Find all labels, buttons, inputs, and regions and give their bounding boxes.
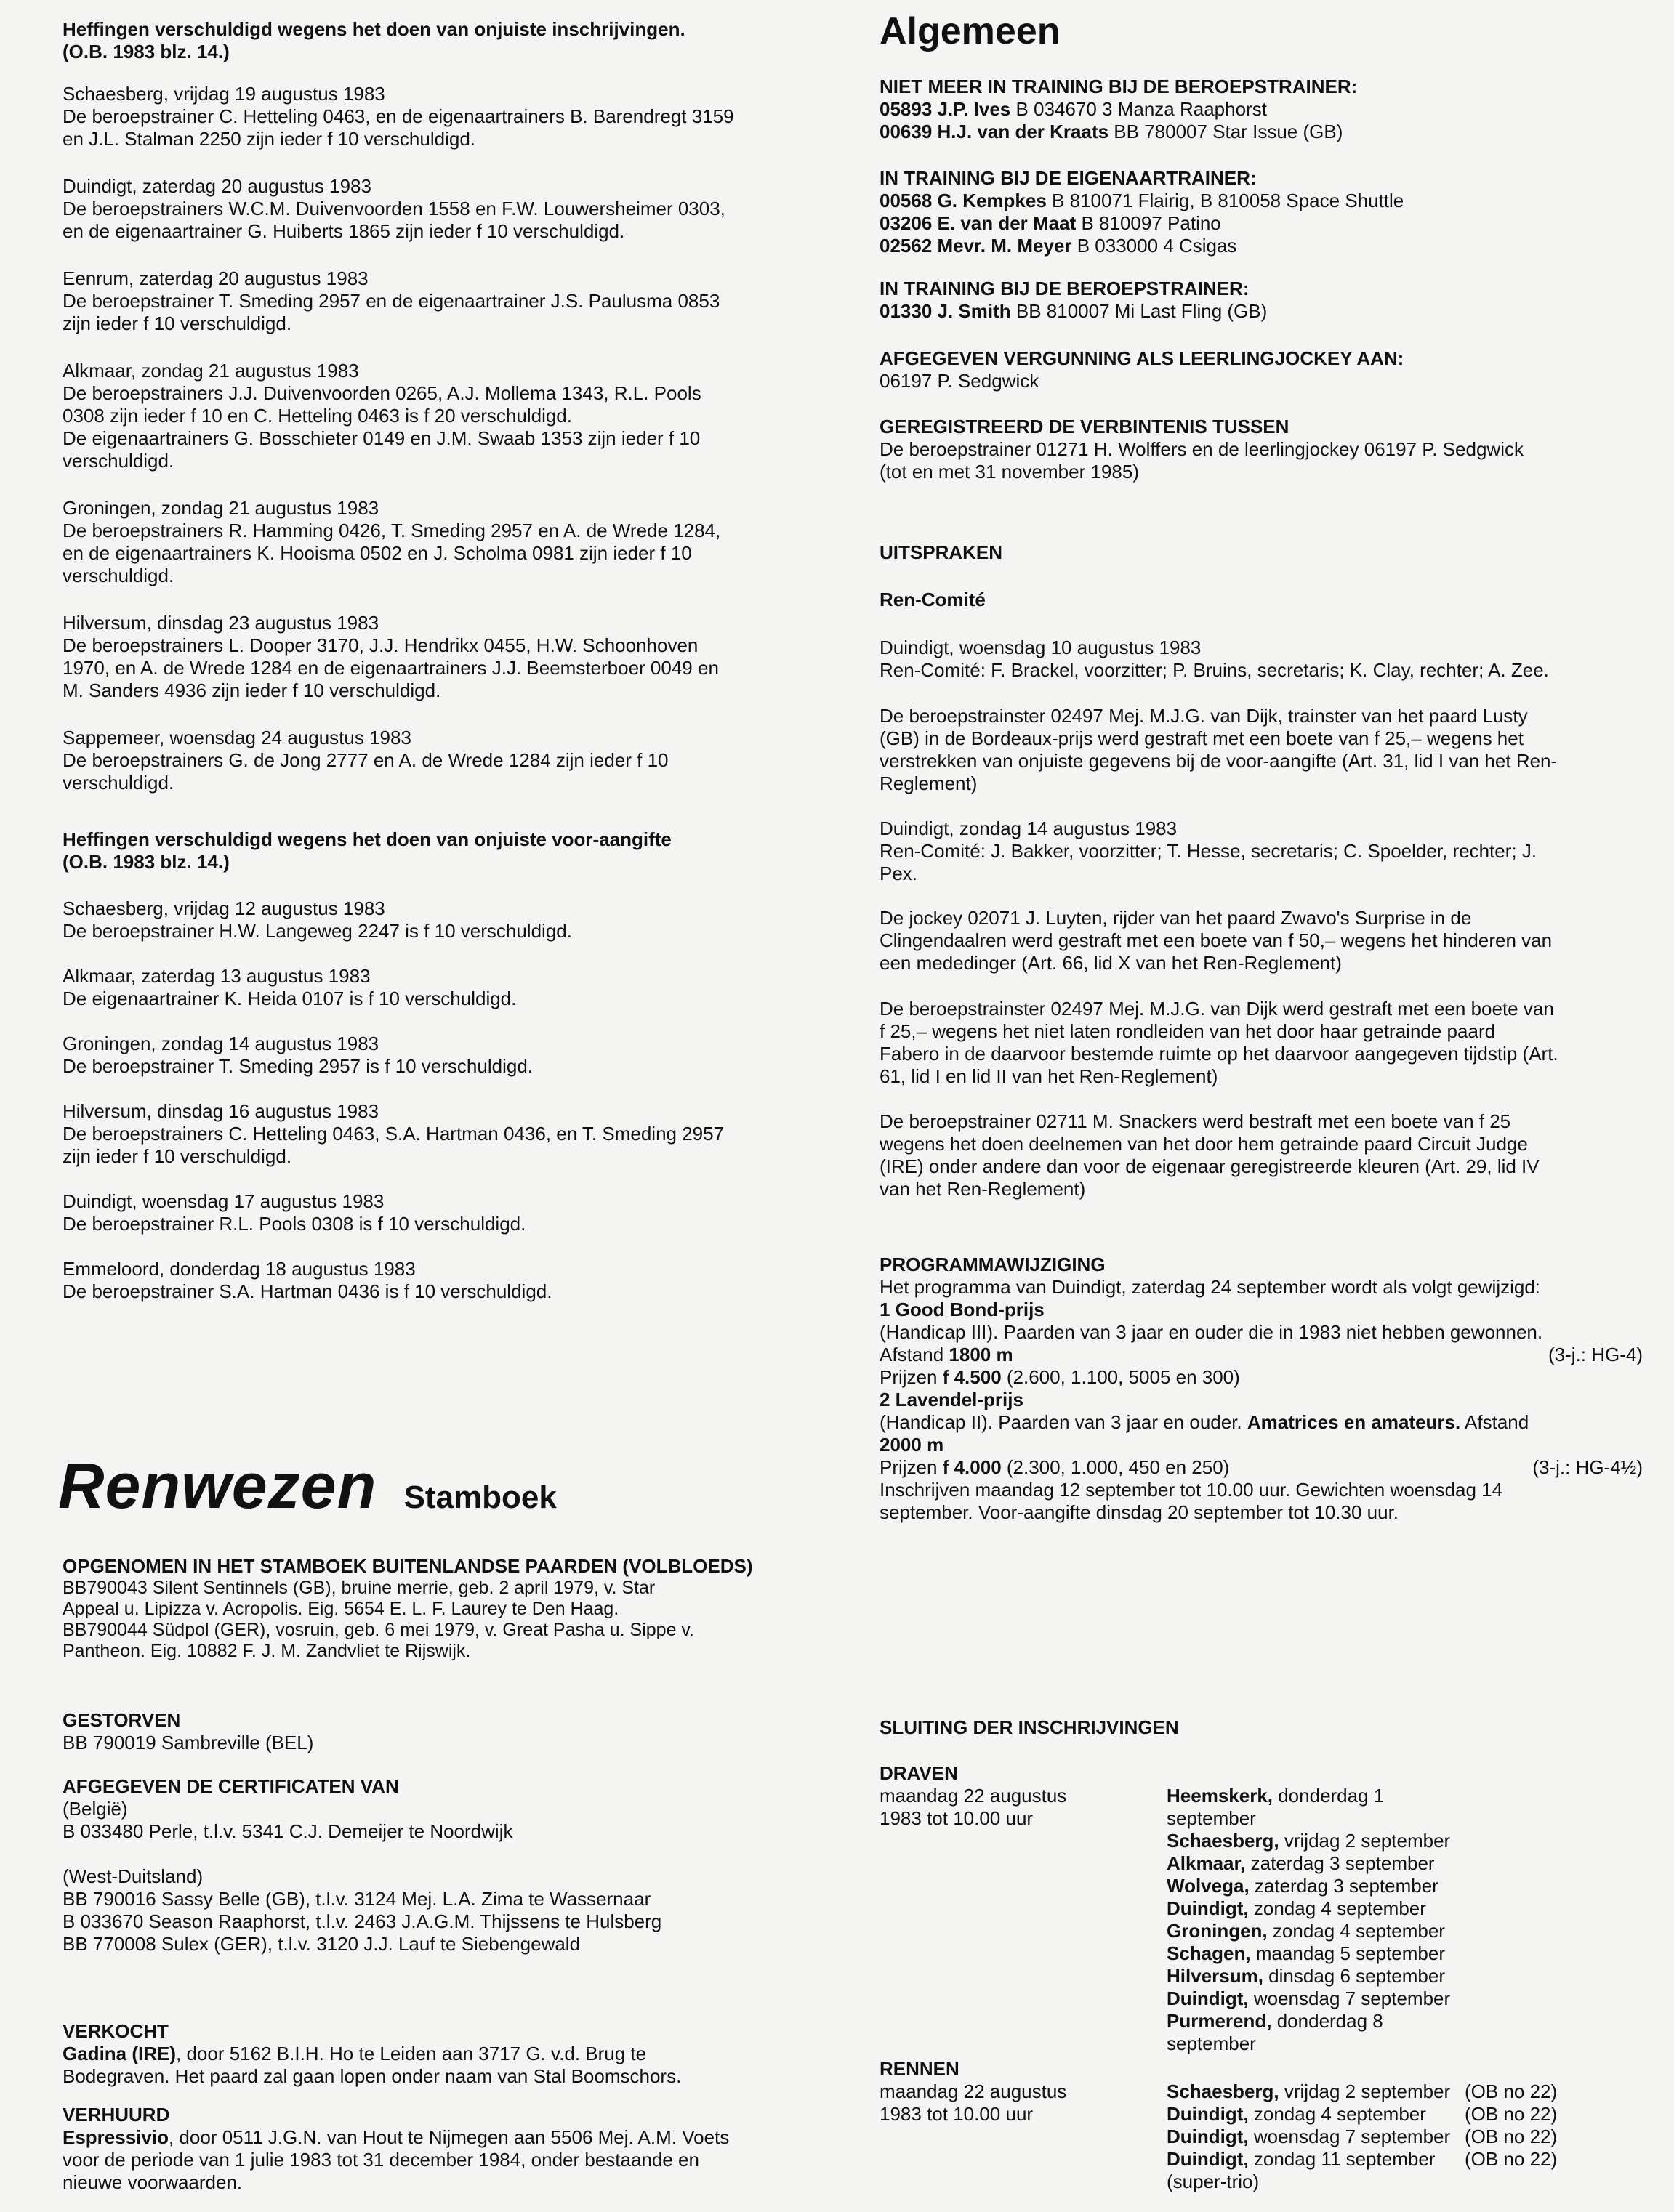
meeting-place: Duindigt, [1167,1897,1249,1919]
meeting-entry [1167,2103,1643,2126]
meeting-date [1167,2080,1465,2103]
programmawijziging-section: PROGRAMMAWIJZIGING Het programma van Duindigt, zaterdag 24 september wordt als volgt gewijzigd: 1 Good Bond-prijs (Handicap III). Paarden van 3 jaar en ouder die in 1983 niet hebben gewonnen. Afstand 1800 m (3-j.: HG-4) Prijzen f 4.500 (2.600, 1.100, 5005 en 300) 2 Lavendel-prijs (Handicap II). Paarden van 3 jaar en ouder. Amatrices en amateurs. Afstand 2000 m Prijzen f 4.000 (2.300, 1.000, 450 en 250) (3-j.: HG-4½) Inschrijven maandag 12 september tot 10.00 uur. Gewichten woensdag 14 september. Voor-aangifte dinsdag 20 september tot 10.30 uur. [880,1254,1643,1523]
verbintenis-heading: GEREGISTREERD DE VERBINTENIS TUSSEN [880,416,1289,437]
list-item [63,897,833,942]
trainer-id: 01330 J. Smith [880,300,1011,322]
trainer-horse: BB 810007 Mi Last Fling (GB) [1010,300,1268,322]
trainer-row [880,235,1643,257]
uitspraak-line: Fabero in de daarvoor bestemde ruimte op het daarvoor aangegeven tijdstip (Art. [880,1043,1558,1065]
leerling-heading: AFGEGEVEN VERGUNNING ALS LEERLINGJOCKEY AAN: [880,347,1404,369]
ob-ref: (OB no 22) [1465,2080,1558,2102]
uitspraak-line: Clingendaalren werd gestraft met een boete van f 50,– wegens het hinderen van [880,929,1553,951]
meeting-entry [1167,1852,1643,1875]
ob-ref: (OB no 22) [1465,2103,1558,2125]
entry-date: Duindigt, zaterdag 20 augustus 1983 [63,175,371,197]
trainer-id: 05893 J.P. Ives [880,98,1011,120]
entry-line: De beroepstrainer T. Smeding 2957 en de eigenaartrainer J.S. Paulusma 0853 [63,290,720,312]
list-item [63,83,833,150]
uitspraak-line: Duindigt, woensdag 10 augustus 1983 [880,637,1202,658]
entry-line: De beroepstrainers R. Hamming 0426, T. Smeding 2957 en A. de Wrede 1284, [63,520,721,541]
uitspraak-line: Reglement) [880,772,978,794]
beroeps-heading: IN TRAINING BIJ DE BEROEPSTRAINER: [880,278,1250,299]
entry-line: 1970, en A. de Wrede 1284 en de eigenaartrainers J.J. Beemsterboer 0049 en [63,657,719,679]
sluiting-heading: SLUITING DER INSCHRIJVINGEN [880,1716,1179,1738]
entry-line: De beroepstrainer S.A. Hartman 0436 is f 10 verschuldigd. [63,1280,552,1302]
niet-meer-section [880,76,1643,143]
uitspraak-line: 61, lid I en lid II van het Ren-Reglement) [880,1065,1218,1087]
trainer-id: 02562 Mevr. M. Meyer [880,235,1072,257]
meeting-day: zondag 4 september [1267,1920,1445,1942]
entry-line: en J.L. Stalman 2250 zijn ieder f 10 verschuldigd. [63,128,476,150]
list-item [63,727,833,794]
draven-section: DRAVEN maandag 22 augustus 1983 tot 10.00 uur Heemskerk, donderdag 1 september Schaesberg, vrijdag 2 september Alkmaar, zaterdag 3 september Wolvega, zaterdag 3 september Duindigt, zondag 4 september Groningen, zondag 4 september Schagen, maandag 5 september Hilversum, dinsdag 6 september Duindigt, woensdag 7 september Purmerend, donderdag 8 september [880,1762,1643,2055]
entry-line: verschuldigd. [63,772,174,794]
meeting-day: zondag 4 september [1248,1897,1426,1919]
certificaten-heading: AFGEGEVEN DE CERTIFICATEN VAN [63,1775,399,1797]
uitspraak-line: Pex. [880,863,918,884]
entry-line: 0308 zijn ieder f 10 en C. Hetteling 0463 is f 20 verschuldigd. [63,405,572,427]
entry-line: zijn ieder f 10 verschuldigd. [63,1145,292,1167]
entry-line: De beroepstrainers L. Dooper 3170, J.J. Hendrikx 0455, H.W. Schoonhoven [63,634,699,656]
meeting-entry [1167,2126,1643,2148]
uitspraak-line: De beroepstrainster 02497 Mej. M.J.G. van Dijk werd gestraft met een boete van [880,998,1554,1020]
trainer-id: 00568 G. Kempkes [880,190,1047,211]
entry-date: Hilversum, dinsdag 23 augustus 1983 [63,612,379,634]
meeting-entry [1167,1897,1643,1920]
trainer-horse: B 034670 3 Manza Raaphorst [1010,98,1267,120]
meeting-entry [1167,1987,1643,2010]
uitspraak-3 [880,818,1643,885]
meeting-date [1167,2010,1465,2055]
meeting-entry [1167,1942,1643,1965]
opgenomen-section [63,1555,833,1662]
opgenomen-heading: OPGENOMEN IN HET STAMBOEK BUITENLANDSE PAARDEN (VOLBLOEDS) [63,1555,753,1577]
heffingen-voor-aangifte-heading: Heffingen verschuldigd wegens het doen van onjuiste voor-aangifte (O.B. 1983 blz. 14.) [63,828,672,873]
entry-line: De beroepstrainer H.W. Langeweg 2247 is f 10 verschuldigd. [63,920,572,942]
uitspraak-line: Duindigt, zondag 14 augustus 1983 [880,818,1178,839]
list-item [63,267,833,335]
meeting-place: Alkmaar, [1167,1852,1246,1874]
uitspraak-line: De beroepstrainer 02711 M. Snackers werd bestraft met een boete van f 25 [880,1110,1511,1132]
race-2-title: 2 Lavendel-prijs [880,1389,1023,1410]
verkocht-section: VERKOCHT Gadina (IRE), door 5162 B.I.H. Ho te Leiden aan 3717 G. v.d. Brug te Bodegraven. Het paard zal gaan lopen onder naam van Stal Boomschors. [63,2020,833,2088]
meeting-entry [1167,2010,1643,2055]
uitspraak-line: De beroepstrainster 02497 Mej. M.J.G. van Dijk, trainster van het paard Lusty [880,705,1528,727]
entry-line: De eigenaartrainers G. Bosschieter 0149 en J.M. Swaab 1353 zijn ieder f 10 [63,427,701,449]
gestorven-heading: GESTORVEN [63,1709,181,1731]
opgenomen-line: BB790044 Südpol (GER), vosruin, geb. 6 mei 1979, v. Great Pasha u. Sippe v. [63,1620,695,1640]
verkocht-heading: VERKOCHT [63,2020,169,2042]
entry-line: verschuldigd. [63,450,174,472]
meeting-date [1167,1830,1465,1852]
ob-ref: (OB no 22) [1465,2126,1558,2147]
list-item [63,497,833,587]
uitspraak-line: f 25,– wegens het niet laten rondleiden van het door haar getrainde paard [880,1020,1496,1042]
entry-date: Duindigt, woensdag 17 augustus 1983 [63,1190,385,1212]
meeting-date [1167,1875,1465,1897]
meeting-day: donderdag 8 september [1167,2010,1383,2054]
meeting-entry [1167,1785,1643,1830]
meeting-place: Schaesberg, [1167,2080,1279,2102]
entry-line: De beroepstrainers G. de Jong 2777 en A. de Wrede 1284 zijn ieder f 10 [63,749,669,771]
list-item [63,1258,833,1303]
verhuurd-heading: VERHUURD [63,2104,170,2126]
uitspraak-6 [880,1110,1643,1200]
meeting-place: Groningen, [1167,1920,1268,1942]
meeting-date [1167,1852,1465,1875]
entry-date: Hilversum, dinsdag 16 augustus 1983 [63,1100,379,1122]
verhuurd-horse: Espressivio [63,2126,169,2148]
entry-line: en de eigenaartrainer G. Huiberts 1865 zijn ieder f 10 verschuldigd. [63,220,625,242]
list-item [63,1033,833,1078]
verbintenis-section: GEREGISTREERD DE VERBINTENIS TUSSEN De beroepstrainer 01271 H. Wolffers en de leerlingjockey 06197 P. Sedgwick (tot en met 31 november 1985) [880,416,1643,483]
meeting-place: Duindigt, [1167,2126,1249,2147]
trainer-row [880,98,1643,121]
niet-meer-heading: NIET MEER IN TRAINING BIJ DE BEROEPSTRAINER: [880,76,1358,97]
meeting-entry [1167,2080,1643,2103]
trainer-horse: B 033000 4 Csigas [1071,235,1237,257]
gestorven-section: GESTORVEN BB 790019 Sambreville (BEL) [63,1709,833,1754]
meeting-date [1167,2126,1465,2148]
trainer-row [880,212,1643,235]
uitspraak-line: verstrekken van onjuiste gegevens bij de voor-aangifte (Art. 31, lid I van het Ren- [880,750,1558,772]
meeting-entry [1167,1965,1643,1987]
meeting-date [1167,2148,1465,2171]
trainer-id: 03206 E. van der Maat [880,212,1077,234]
meeting-place: Schagen, [1167,1942,1251,1964]
meeting-entry [1167,1830,1643,1852]
meeting-place: Purmerend, [1167,2010,1272,2032]
entry-date: Groningen, zondag 14 augustus 1983 [63,1033,379,1054]
entry-line: M. Sanders 4936 zijn ieder f 10 verschuldigd. [63,679,441,701]
meeting-day: maandag 5 september [1250,1942,1445,1964]
meeting-date [1167,1920,1465,1942]
meeting-place: Duindigt, [1167,2103,1249,2125]
entry-date: Groningen, zondag 21 augustus 1983 [63,497,379,519]
trainer-row [880,300,1643,323]
entry-line: De beroepstrainer C. Hetteling 0463, en de eigenaartrainers B. Barendregt 3159 [63,105,734,127]
inschrijvingen-list [63,83,833,819]
eigenaar-heading: IN TRAINING BIJ DE EIGENAARTRAINER: [880,167,1257,189]
uitspraak-line: een mededinger (Art. 66, lid X van het Ren-Reglement) [880,952,1342,974]
meeting-entry [1167,2148,1643,2171]
meeting-place: Duindigt, [1167,2148,1249,2170]
uitspraak-line: wegens het doen deelnemen van het door hem getrainde paard Circuit Judge [880,1133,1528,1155]
opgenomen-line: BB790043 Silent Sentinnels (GB), bruine merrie, geb. 2 april 1979, v. Star [63,1578,656,1598]
rennen-heading: RENNEN [880,2058,959,2080]
uitspraak-4 [880,907,1643,974]
meeting-date [1167,1987,1465,2010]
meeting-day: woensdag 7 september [1248,1987,1451,2009]
trainer-id: 00639 H.J. van der Kraats [880,121,1109,142]
entry-line: De beroepstrainer T. Smeding 2957 is f 10 verschuldigd. [63,1055,534,1077]
heffingen-inschrijvingen-heading: Heffingen verschuldigd wegens het doen van onjuiste inschrijvingen. (O.B. 1983 blz. 14.) [63,18,685,62]
meeting-date [1167,1897,1465,1920]
uitspraak-2 [880,705,1643,795]
rennen-section: RENNEN maandag 22 augustus 1983 tot 10.00 uur Schaesberg, vrijdag 2 september (OB no 22) Duindigt, zondag 4 september (OB no 22) Duindigt, woensdag 7 september (OB no 22) Duindigt, zondag 11 september (OB no 22) (super-trio) [880,2058,1643,2193]
trainer-horse: B 810071 Flairig, B 810058 Space Shuttle [1046,190,1404,211]
opgenomen-line: Pantheon. Eig. 10882 F. J. M. Zandvliet te Rijswijk. [63,1641,471,1661]
list-item [63,175,833,243]
entry-line: De beroepstrainer R.L. Pools 0308 is f 10 verschuldigd. [63,1213,526,1235]
uitspraak-line: Ren-Comité: F. Brackel, voorzitter; P. Bruins, secretaris; K. Clay, rechter; A. Zee. [880,659,1549,681]
entry-date: Schaesberg, vrijdag 12 augustus 1983 [63,897,385,919]
meeting-day: dinsdag 6 september [1263,1965,1445,1987]
uitspraken-heading: UITSPRAKEN [880,541,1003,563]
supertrio-note: (super-trio) [1167,2171,1260,2192]
renwezen-masthead [58,1450,829,1522]
list-item [63,965,833,1010]
meeting-place: Schaesberg, [1167,1830,1279,1852]
meeting-date [1167,1965,1465,1987]
algemeen-title: Algemeen [880,10,1061,52]
list-item [63,360,833,472]
leerling-section: AFGEGEVEN VERGUNNING ALS LEERLINGJOCKEY AAN: 06197 P. Sedgwick [880,347,1643,392]
meeting-entry [1167,1920,1643,1942]
entry-date: Schaesberg, vrijdag 19 augustus 1983 [63,83,385,105]
uitspraak-5 [880,998,1643,1088]
meeting-place: Duindigt, [1167,1987,1249,2009]
entry-date: Eenrum, zaterdag 20 augustus 1983 [63,267,369,289]
entry-line: De beroepstrainers C. Hetteling 0463, S.A. Hartman 0436, en T. Smeding 2957 [63,1123,725,1145]
trainer-horse: B 810097 Patino [1076,212,1221,234]
entry-date: Sappemeer, woensdag 24 augustus 1983 [63,727,411,748]
uitspraak-line: van het Ren-Reglement) [880,1178,1086,1200]
entry-date: Alkmaar, zondag 21 augustus 1983 [63,360,359,382]
meeting-day: vrijdag 2 september [1279,2080,1451,2102]
uitspraak-line: Ren-Comité: J. Bakker, voorzitter; T. Hesse, secretaris; C. Spoelder, rechter; J. [880,840,1537,862]
draven-heading: DRAVEN [880,1762,958,1784]
entry-line: De eigenaartrainer K. Heida 0107 is f 10 verschuldigd. [63,988,517,1009]
list-item [63,1100,833,1168]
rencomite-heading: Ren-Comité [880,589,986,610]
meeting-day: vrijdag 2 september [1279,1830,1451,1852]
trainer-horse: BB 780007 Star Issue (GB) [1108,121,1343,142]
meeting-day: zaterdag 3 september [1245,1852,1435,1874]
beroeps-section [880,278,1643,323]
trainer-row [880,190,1643,212]
verkocht-horse: Gadina (IRE) [63,2043,177,2064]
meeting-place: Heemskerk, [1167,1785,1273,1807]
stamboek-title: Stamboek [403,1480,557,1515]
certificaten-section: AFGEGEVEN DE CERTIFICATEN VAN (België) B 033480 Perle, t.l.v. 5341 C.J. Demeijer te Noordwijk (West-Duitsland) BB 790016 Sassy Belle (GB), t.l.v. 3124 Mej. L.A. Zima te Wassernaar B 033670 Season Raaphorst, t.l.v. 2463 J.A.G.M. Thijssens te Hulsberg BB 770008 Sulex (GER), t.l.v. 3120 J.J. Lauf te Siebengewald [63,1775,833,1955]
entry-line: De beroepstrainers W.C.M. Duivenvoorden 1558 en F.W. Louwersheimer 0303, [63,198,725,219]
uitspraak-line: (IRE) onder andere dan voor de eigenaar geregistreerde kleuren (Art. 29, lid IV [880,1155,1540,1177]
meeting-day: zaterdag 3 september [1249,1875,1438,1897]
meeting-day: woensdag 7 september [1248,2126,1451,2147]
ob-ref: (OB no 22) [1465,2148,1558,2170]
entry-line: zijn ieder f 10 verschuldigd. [63,312,292,334]
uitspraak-line: De jockey 02071 J. Luyten, rijder van het paard Zwavo's Surprise in de [880,907,1472,929]
list-item [63,612,833,702]
entry-line: De beroepstrainers J.J. Duivenvoorden 0265, A.J. Mollema 1343, R.L. Pools [63,382,701,404]
entry-date: Emmeloord, donderdag 18 augustus 1983 [63,1258,416,1280]
uitspraak-line: (GB) in de Bordeaux-prijs werd gestraft met een boete van f 25,– wegens het [880,727,1524,749]
meeting-place: Wolvega, [1167,1875,1250,1897]
entry-line: en de eigenaartrainers K. Hooisma 0502 en J. Scholma 0981 zijn ieder f 10 [63,542,692,564]
meeting-date [1167,2103,1465,2126]
voor-aangifte-list [63,897,833,1325]
meeting-date [1167,1785,1465,1830]
entry-date: Alkmaar, zaterdag 13 augustus 1983 [63,965,371,987]
meeting-day: zondag 4 september [1248,2103,1426,2125]
meeting-date [1167,1942,1465,1965]
meeting-day: zondag 11 september [1248,2148,1436,2170]
programmawijziging-heading: PROGRAMMAWIJZIGING [880,1254,1106,1275]
renwezen-title: Renwezen [58,1450,377,1522]
opgenomen-line: Appeal u. Lipizza v. Acropolis. Eig. 5654 E. L. F. Laurey te Den Haag. [63,1599,619,1619]
trainer-row [880,121,1643,143]
meeting-day: donderdag 1 september [1167,1785,1385,1829]
meeting-place: Hilversum, [1167,1965,1263,1987]
meeting-entry [1167,1875,1643,1897]
list-item [63,1190,833,1235]
eigenaar-section [880,167,1643,257]
verhuurd-section: VERHUURD Espressivio, door 0511 J.G.N. van Hout te Nijmegen aan 5506 Mej. A.M. Voets voor de periode van 1 julie 1983 tot 31 december 1984, onder bestaande en nieuwe voorwaarden. [63,2104,833,2194]
entry-line: verschuldigd. [63,565,174,586]
uitspraak-1 [880,637,1643,682]
race-1-title: 1 Good Bond-prijs [880,1299,1045,1320]
